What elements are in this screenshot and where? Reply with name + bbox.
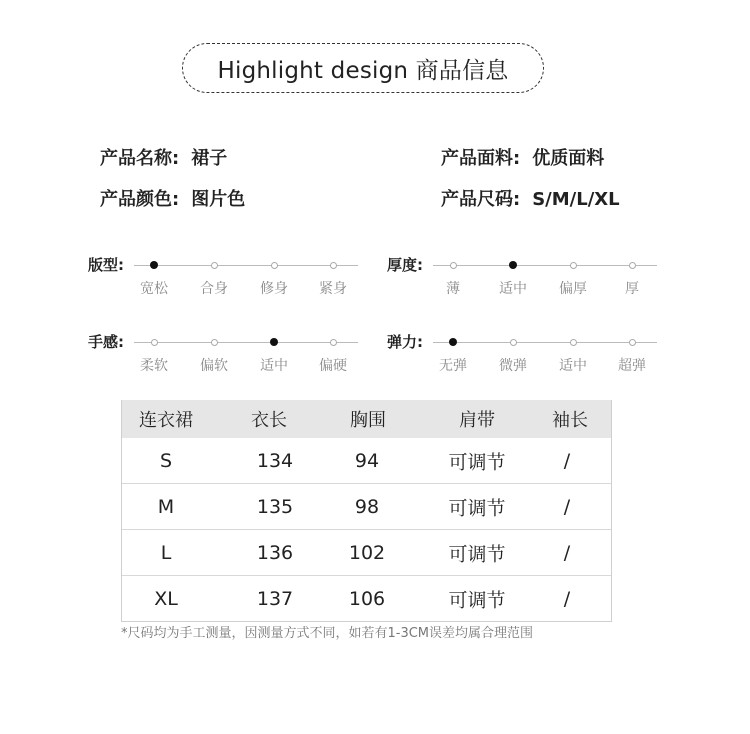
title-banner xyxy=(182,43,544,93)
slider-option-label: 厚 xyxy=(625,281,639,297)
slider-dot xyxy=(151,339,158,346)
product-fabric-row xyxy=(441,144,604,170)
measurement-note: *尺码均为手工测量，因测量方式不同，如若有1-3CM误差均属合理范围 xyxy=(121,626,534,641)
slider-option-label: 柔软 xyxy=(140,358,168,374)
product-size-label: 产品尺码: xyxy=(441,189,521,210)
table-cell: 136 xyxy=(256,541,294,564)
header-dress: 连衣裙 xyxy=(139,410,193,431)
slider-label: 弹力: xyxy=(387,333,423,351)
table-row xyxy=(122,529,611,575)
table-cell: 可调节 xyxy=(448,497,506,519)
table-row xyxy=(122,438,611,483)
product-name-value: 裙子 xyxy=(191,148,228,169)
slider-track xyxy=(134,265,358,266)
slider-dot-selected xyxy=(509,261,517,269)
table-cell: 98 xyxy=(354,495,380,518)
slider-option-label: 适中 xyxy=(260,358,288,374)
slider-option-label: 适中 xyxy=(499,281,527,297)
table-cell: 106 xyxy=(348,587,386,610)
table-row xyxy=(122,575,611,621)
slider-option-label: 超弹 xyxy=(618,358,646,374)
table-cell: 135 xyxy=(256,495,294,518)
product-size-value: S/M/L/XL xyxy=(532,189,620,210)
table-row xyxy=(122,483,611,529)
table-cell: L xyxy=(160,541,172,564)
size-table xyxy=(121,400,612,622)
slider-option-label: 紧身 xyxy=(319,281,347,297)
table-cell: 可调节 xyxy=(448,451,506,473)
slider-track xyxy=(134,342,358,343)
table-cell: M xyxy=(157,495,175,518)
slider-option-label: 适中 xyxy=(559,358,587,374)
slider-dot-selected xyxy=(449,338,457,346)
table-cell: 可调节 xyxy=(448,589,506,611)
slider-dot xyxy=(629,262,636,269)
product-color-row xyxy=(100,185,245,211)
page-title: Highlight design 商品信息 xyxy=(217,57,509,84)
slider-dot xyxy=(570,339,577,346)
product-name-label: 产品名称: xyxy=(100,148,180,169)
slider-label: 厚度: xyxy=(387,256,423,274)
slider-dot xyxy=(450,262,457,269)
slider-dot xyxy=(330,339,337,346)
slider-label: 手感: xyxy=(88,333,124,351)
table-cell: / xyxy=(563,449,571,472)
slider-track xyxy=(433,342,657,343)
table-header xyxy=(122,400,611,438)
table-cell: 137 xyxy=(256,587,294,610)
slider-option-label: 宽松 xyxy=(140,281,168,297)
slider-dot xyxy=(570,262,577,269)
slider-option-label: 偏厚 xyxy=(559,281,587,297)
header-length: 衣长 xyxy=(251,410,287,431)
slider-option-label: 修身 xyxy=(260,281,288,297)
slider-dot-selected xyxy=(270,338,278,346)
table-cell: 102 xyxy=(348,541,386,564)
slider-track xyxy=(433,265,657,266)
table-cell: / xyxy=(563,587,571,610)
table-cell: 94 xyxy=(354,449,380,472)
slider-dot xyxy=(330,262,337,269)
header-bust: 胸围 xyxy=(350,410,386,431)
slider-label: 版型: xyxy=(88,256,124,274)
product-color-value: 图片色 xyxy=(191,189,246,210)
slider-dot xyxy=(211,262,218,269)
table-cell: 134 xyxy=(256,449,294,472)
slider-option-label: 偏硬 xyxy=(319,358,347,374)
table-cell: XL xyxy=(154,587,178,610)
slider-dot xyxy=(510,339,517,346)
table-cell: 可调节 xyxy=(448,543,506,565)
slider-option-label: 无弹 xyxy=(439,358,467,374)
header-sleeve: 袖长 xyxy=(552,410,588,431)
product-fabric-label: 产品面料: xyxy=(441,148,521,169)
slider-option-label: 微弹 xyxy=(499,358,527,374)
slider-dot xyxy=(629,339,636,346)
table-cell: / xyxy=(563,541,571,564)
slider-dot xyxy=(271,262,278,269)
slider-option-label: 薄 xyxy=(446,281,460,297)
table-cell: / xyxy=(563,495,571,518)
slider-dot xyxy=(211,339,218,346)
product-fabric-value: 优质面料 xyxy=(532,148,605,169)
table-cell: S xyxy=(159,449,173,472)
header-strap: 肩带 xyxy=(459,410,495,431)
slider-option-label: 偏软 xyxy=(200,358,228,374)
product-color-label: 产品颜色: xyxy=(100,189,180,210)
slider-dot-selected xyxy=(150,261,158,269)
product-name-row xyxy=(100,144,227,170)
slider-option-label: 合身 xyxy=(200,281,228,297)
product-size-row xyxy=(441,185,620,211)
